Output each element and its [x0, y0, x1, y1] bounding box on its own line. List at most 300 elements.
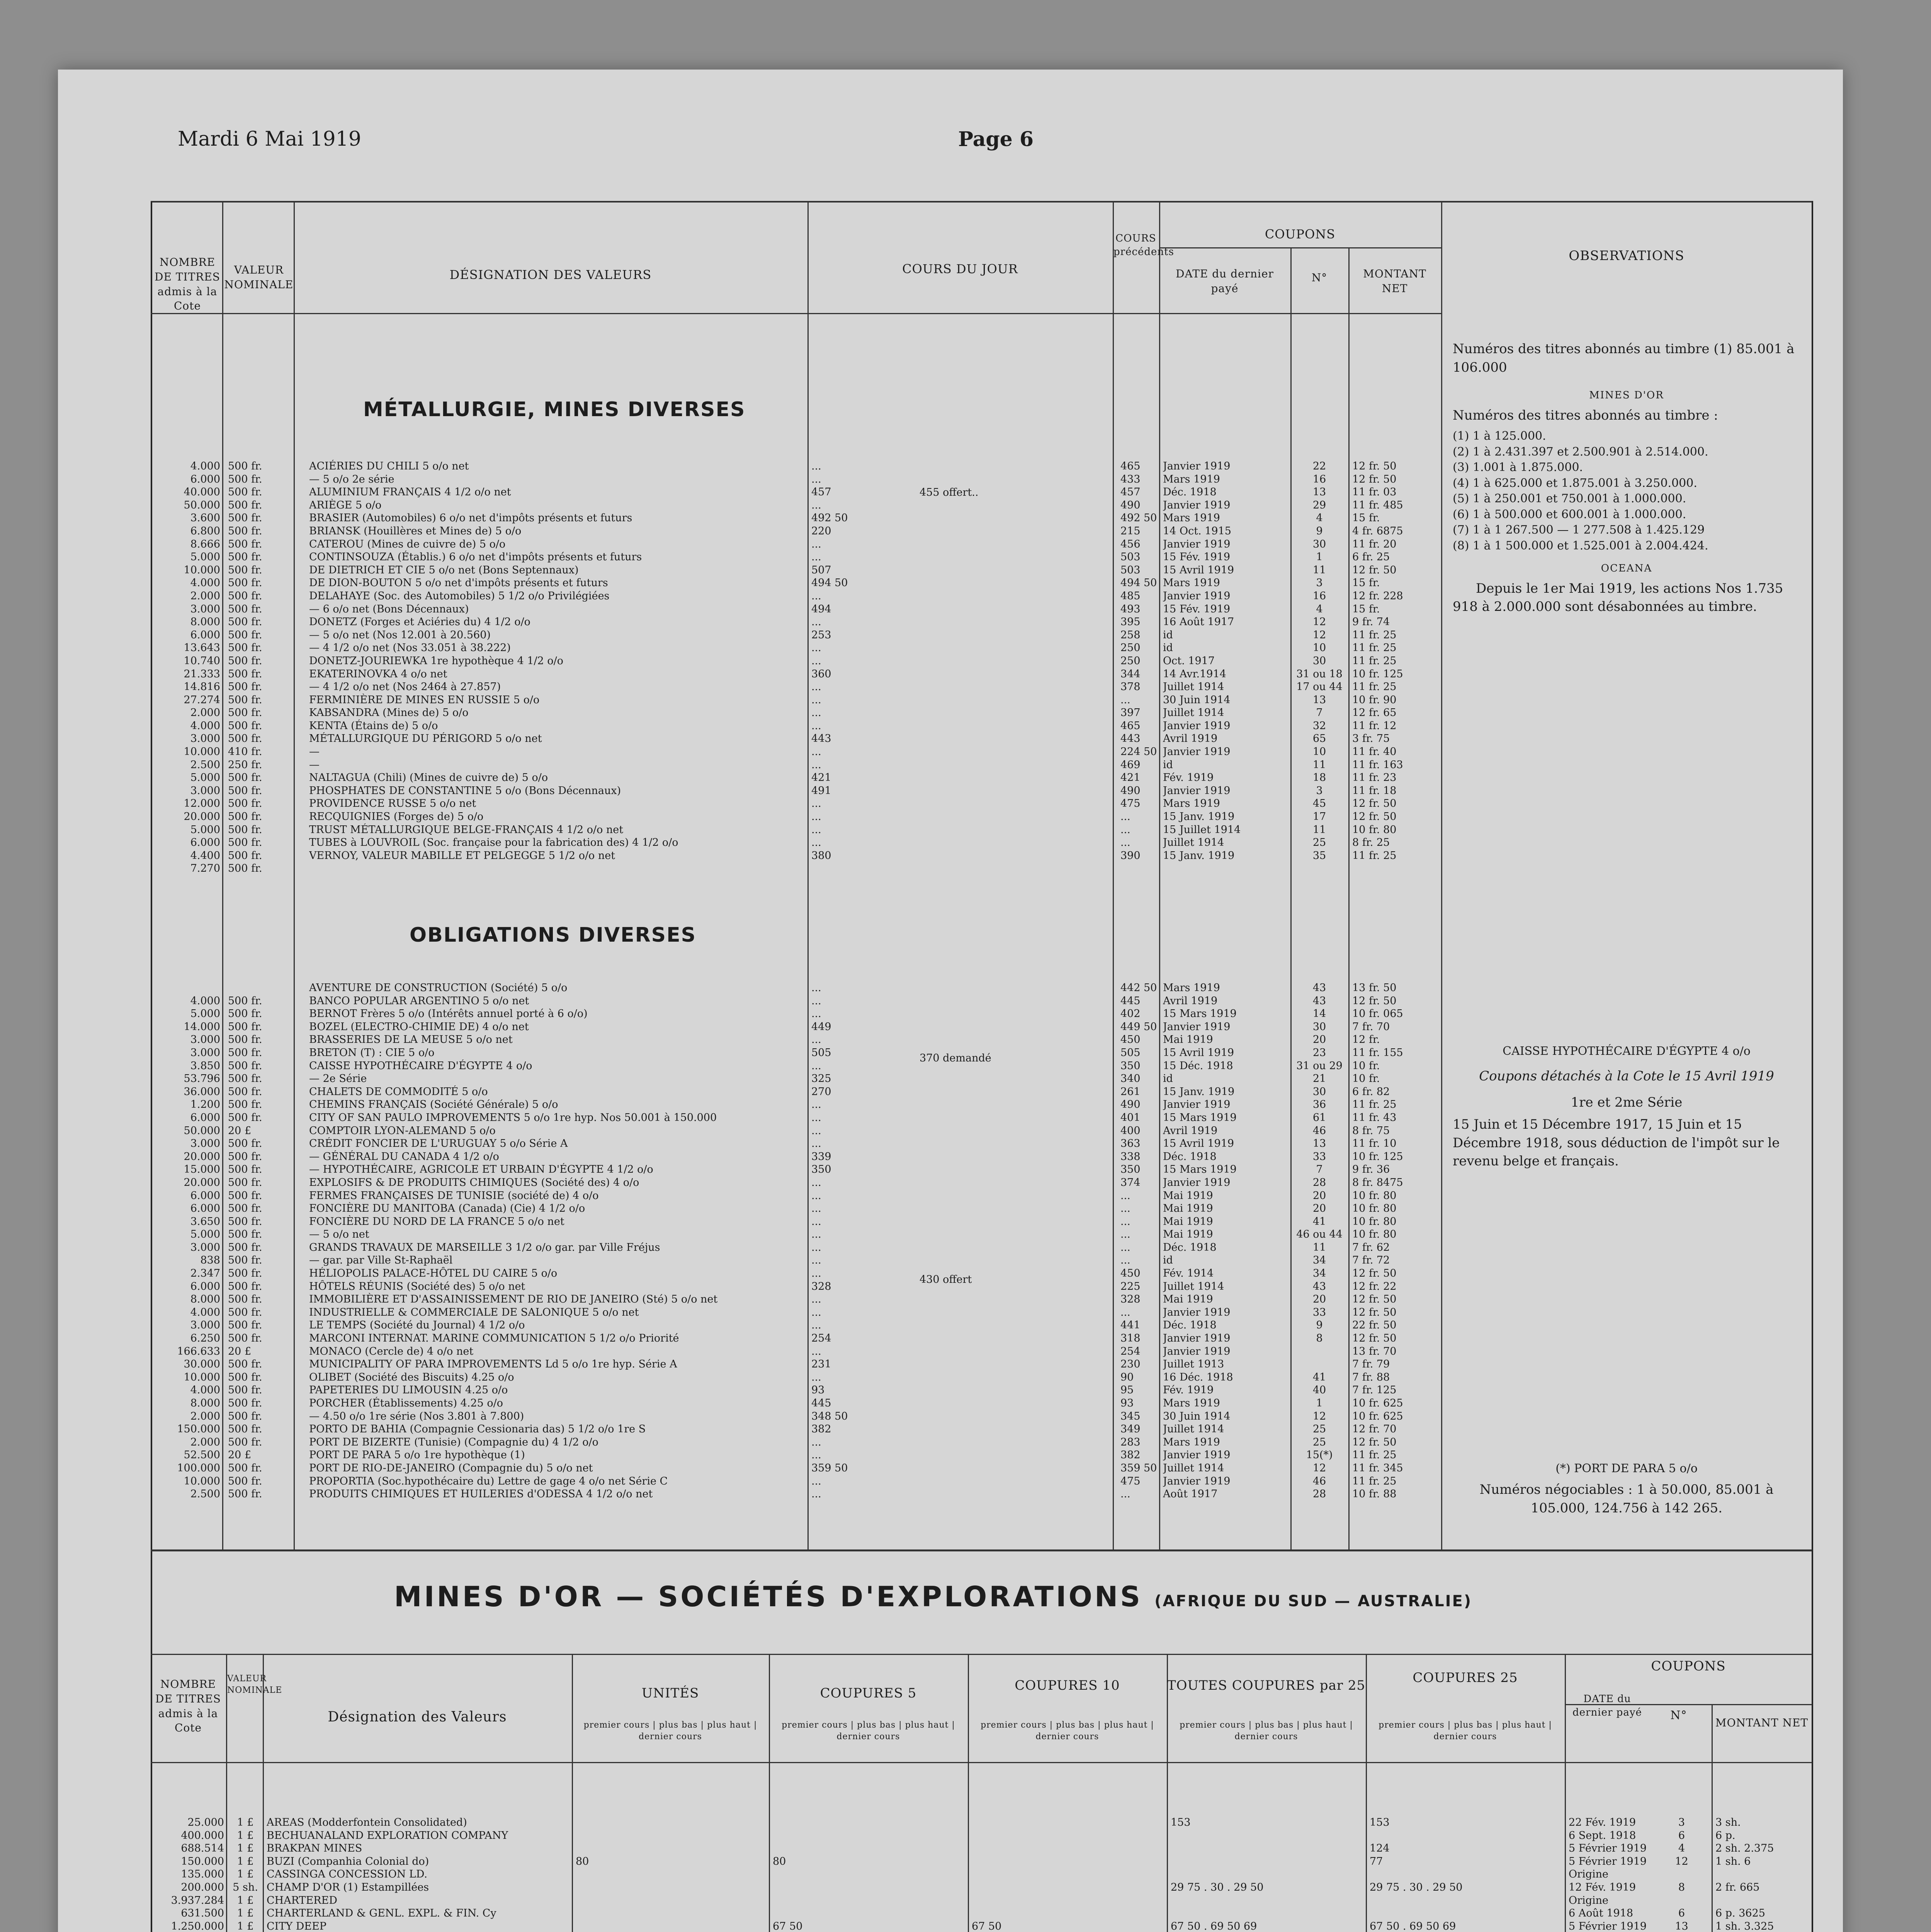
top_table.metallurgie_rows-cell: 500 fr.: [228, 772, 262, 784]
top_table.obligations_rows-cell: Déc. 1918: [1163, 1241, 1217, 1253]
top_table.metallurgie_rows-cell: 258: [1120, 629, 1141, 641]
top_table.obligations_rows-cell: 34: [1312, 1267, 1326, 1280]
top_table.obligations_rows-cell: Janvier 1919: [1163, 1449, 1231, 1461]
top_table.obligations_rows-cell: 11 fr. 155: [1352, 1046, 1403, 1059]
top_table.obligations_rows-cell: 359 50: [1120, 1462, 1157, 1474]
top_table.metallurgie_rows-cell: 465: [1120, 719, 1141, 732]
observations-caisse: [1453, 1043, 1800, 1175]
top_table.obligations_rows-cell: ...: [1120, 1254, 1130, 1267]
top_table.metallurgie_rows-cell: 11 fr. 163: [1352, 759, 1403, 771]
mines_table.rows-cell: [1171, 1855, 1364, 1868]
mines_table.rows-cell: 29 75 . 30 . 29 50: [1171, 1881, 1264, 1893]
top_table.obligations_rows-cell: PROPORTIA (Soc.hypothécaire du) Lettre de gage 4 o/o net Série C: [309, 1475, 668, 1487]
top_table.obligations_rows-cell: 339: [811, 1150, 831, 1163]
mines_table.rows-cell: 5 Février 1919: [1569, 1842, 1647, 1855]
mines_table.rows-cell: BECHUANALAND EXPLORATION COMPANY: [267, 1829, 508, 1842]
top_table.obligations_rows-cell: Fév. 1914: [1163, 1267, 1214, 1280]
top_table.metallurgie_rows-cell: 250 fr.: [228, 759, 262, 771]
top_table.obligations_rows-cell: 500 fr.: [228, 1202, 262, 1215]
top_table.obligations_rows-cell: ...: [811, 1138, 821, 1150]
top_table.metallurgie_rows-cell: 10: [1312, 746, 1326, 758]
obs-list-line: (5) 1 à 250.001 et 750.001 à 1.000.000.: [1453, 492, 1686, 506]
top_table.metallurgie_rows-cell: DE DIETRICH ET CIE 5 o/o net (Bons Septennaux): [309, 564, 579, 576]
top_table.obligations_rows-cell: 1.200: [190, 1099, 220, 1111]
mines_table.rows-cell: [773, 1842, 966, 1855]
th-designation: DÉSIGNATION DES VALEURS: [449, 267, 652, 282]
top_table.obligations_rows-cell: PRODUITS CHIMIQUES ET HUILERIES d'ODESSA 4 1/2 o/o net: [309, 1488, 653, 1500]
top_table.obligations_rows-cell: ...: [811, 1099, 821, 1111]
mines_table.rows-cell: [773, 1881, 966, 1894]
top_table.obligations_rows-cell: 28: [1312, 1488, 1326, 1500]
th-coupons: COUPONS: [1265, 227, 1336, 242]
top_table.obligations_rows-cell: COMPTOIR LYON-ALEMAND 5 o/o: [309, 1124, 496, 1137]
mines_table.rows-cell: 80: [576, 1855, 589, 1867]
top_table.obligations_rows-cell: 6.000: [190, 1111, 220, 1124]
obs-caisse-title: CAISSE HYPOTHÉCAIRE D'ÉGYPTE 4 o/o: [1503, 1044, 1751, 1058]
met-col-valeur: [228, 460, 290, 875]
top_table.metallurgie_rows-cell: 40.000: [184, 486, 220, 498]
top_table.metallurgie_rows-cell: 500 fr.: [228, 837, 262, 849]
top_table.obligations_rows-cell: 14: [1312, 1008, 1326, 1020]
mines_table.rows-cell: [576, 1920, 765, 1932]
top_table.metallurgie_rows-cell: 13: [1312, 486, 1326, 498]
top_table.metallurgie_rows-cell: 15 Juillet 1914: [1163, 823, 1241, 836]
obl-col-montant: [1352, 981, 1439, 1501]
top_table.metallurgie_rows-cell: 500 fr.: [228, 681, 262, 693]
top_table.metallurgie_rows-cell: 2.500: [190, 759, 220, 771]
mines_table.rows-cell: [972, 1855, 1165, 1868]
top_table.metallurgie_rows-cell: 45: [1312, 798, 1326, 810]
top_table.obligations_rows-cell: 11 fr. 25: [1352, 1099, 1397, 1111]
top_table.obligations_rows-cell: AVENTURE DE CONSTRUCTION (Société) 5 o/o: [309, 982, 568, 994]
mines-th-valeur: VALEUR NOMINALE: [227, 1674, 282, 1695]
top_table.obligations_rows-cell: 20: [1312, 1293, 1326, 1306]
top_table.obligations_rows-cell: 7 fr. 88: [1352, 1371, 1390, 1383]
top_table.obligations_rows-cell: 10 fr. 80: [1352, 1228, 1397, 1241]
top-table-top-rule: [151, 201, 1812, 202]
top_table.metallurgie_rows-cell: ...: [1120, 811, 1130, 823]
mines_table.rows-cell: [576, 1907, 765, 1920]
col-rule: [1348, 247, 1350, 1549]
top_table.metallurgie_rows-cell: 215: [1120, 525, 1141, 537]
top_table.metallurgie_rows-cell: 11 fr. 23: [1352, 772, 1397, 784]
top_table.metallurgie_rows-cell: 421: [811, 772, 831, 784]
top_table.metallurgie_rows-cell: Janvier 1919: [1163, 590, 1231, 602]
top_table.metallurgie_rows-cell: 10 fr. 125: [1352, 668, 1403, 680]
mines_table.rows-cell: 1 £: [237, 1920, 254, 1932]
top_table.obligations_rows-cell: 500 fr.: [228, 1384, 262, 1396]
top_table.obligations_rows-cell: HÔTELS RÉUNIS (Société des) 5 o/o net: [309, 1280, 525, 1293]
met-col-designation: [309, 460, 804, 875]
top_table.metallurgie_rows-cell: 11 fr. 12: [1352, 719, 1397, 732]
top_table.metallurgie_rows-cell: 12 fr. 50: [1352, 811, 1397, 823]
top_table.obligations_rows-cell: Janvier 1919: [1163, 1176, 1231, 1189]
top_table.obligations_rows-cell: 25: [1312, 1436, 1326, 1448]
top_table.metallurgie_rows-cell: 500 fr.: [228, 798, 262, 810]
top_table.obligations_rows-cell: Mai 1919: [1163, 1215, 1213, 1228]
top_table.obligations_rows-cell: 12 fr. 50: [1352, 1293, 1397, 1306]
met-col-montant: [1352, 460, 1439, 875]
top_table.metallurgie_rows-cell: 4: [1316, 603, 1323, 615]
met-col-date: [1163, 460, 1290, 875]
top_table.obligations_rows-cell: 348 50: [811, 1410, 848, 1422]
obs-list-line: (1) 1 à 125.000.: [1453, 429, 1546, 443]
top_table.metallurgie_rows-cell: 9 fr. 74: [1352, 616, 1390, 628]
top_table.obligations_rows-cell: Fév. 1919: [1163, 1384, 1214, 1396]
top_table.obligations_rows-cell: 28: [1312, 1176, 1326, 1189]
top_table.obligations_rows-cell: 500 fr.: [228, 1319, 262, 1332]
top_table.metallurgie_rows-cell: DONETZ-JOURIEWKA 1re hypothèque 4 1/2 o/o: [309, 655, 564, 667]
top_table.obligations_rows-cell: 1: [1316, 1397, 1323, 1409]
top_table.metallurgie_rows-cell: BRASIER (Automobiles) 6 o/o net d'impôts présents et futurs: [309, 512, 632, 524]
top_table.obligations_rows-cell: Déc. 1918: [1163, 1150, 1217, 1163]
th-observations: OBSERVATIONS: [1569, 248, 1685, 264]
top_table.obligations_rows-cell: 3.000: [190, 1241, 220, 1253]
top_table.obligations_rows-cell: 500 fr.: [228, 1254, 262, 1267]
obs-list-line: (8) 1 à 1 500.000 et 1.525.001 à 2.004.424.: [1453, 539, 1708, 553]
top_table.metallurgie_rows-cell: Mars 1919: [1163, 577, 1220, 589]
top_table.obligations_rows-cell: 500 fr.: [228, 1462, 262, 1474]
top_table.metallurgie_rows-cell: Avril 1919: [1163, 733, 1218, 745]
top_table.obligations_rows-cell: ...: [811, 1228, 821, 1241]
top_table.metallurgie_rows-cell: 491: [811, 784, 831, 797]
top_table.obligations_rows-cell: ...: [811, 1060, 821, 1072]
top_table.obligations_rows-cell: Janvier 1919: [1163, 1306, 1231, 1318]
top_table.metallurgie_rows-cell: 11 fr. 03: [1352, 486, 1397, 498]
top_table.obligations_rows-cell: ...: [811, 1488, 821, 1500]
top_table.obligations_rows-cell: ...: [811, 1111, 821, 1124]
top_table.obligations_rows-cell: 93: [1120, 1397, 1134, 1409]
mines-header-rule: [151, 1762, 1812, 1763]
top_table.obligations_rows-cell: 363: [1120, 1138, 1141, 1150]
top_table.metallurgie_rows-cell: 490: [1120, 499, 1141, 511]
top_table.metallurgie_rows-cell: [1163, 862, 1290, 875]
top_table.metallurgie_rows-cell: ALUMINIUM FRANÇAIS 4 1/2 o/o net: [309, 486, 511, 498]
top_table.metallurgie_rows-cell: 503: [1120, 564, 1141, 576]
col-rule: [807, 201, 809, 1549]
top_table.metallurgie_rows-cell: Juillet 1914: [1163, 837, 1224, 849]
top_table.obligations_rows-cell: 283: [1120, 1436, 1141, 1448]
top_table.obligations_rows-cell: 20: [1312, 1034, 1326, 1046]
mines-th-c25: COUPURES 25: [1413, 1670, 1518, 1685]
top_table.obligations_rows-cell: 231: [811, 1358, 831, 1371]
mines_table.rows-cell: 688.514: [181, 1842, 224, 1855]
top_table.metallurgie_rows-cell: 494 50: [811, 577, 848, 589]
top_table.metallurgie_rows-cell: 500 fr.: [228, 694, 262, 706]
mines_table.rows-cell: 6 p. 3625: [1715, 1907, 1765, 1920]
mines_table.rows-cell: 5 Février 1919: [1569, 1855, 1647, 1867]
mines_table.rows-cell: 1 sh. 3.325: [1715, 1920, 1774, 1932]
top_table.obligations_rows-cell: 34: [1312, 1254, 1326, 1267]
top_table.metallurgie_rows-cell: 503: [1120, 551, 1141, 563]
mines_table.rows-cell: [576, 1829, 765, 1842]
th-date: DATE du dernier payé: [1176, 267, 1274, 295]
top_table.obligations_rows-cell: 2.000: [190, 1436, 220, 1448]
top-table-bottom-rule: [151, 1549, 1812, 1551]
col-rule: [222, 201, 223, 1549]
top_table.metallurgie_rows-cell: 25: [1312, 837, 1326, 849]
top_table.obligations_rows-cell: 838: [200, 1254, 220, 1267]
top_table.metallurgie_rows-cell: Mars 1919: [1163, 798, 1220, 810]
top_table.metallurgie_rows-cell: ...: [1120, 823, 1130, 836]
th-valeur: VALEUR NOMINALE: [224, 264, 294, 291]
top_table.obligations_rows-cell: 445: [1120, 995, 1141, 1007]
top_table.metallurgie_rows-cell: Juillet 1914: [1163, 707, 1224, 719]
obl-col-designation: [309, 981, 804, 1501]
top_table.metallurgie_rows-cell: 10.740: [184, 655, 220, 667]
top_table.metallurgie_rows-cell: 500 fr.: [228, 564, 262, 576]
top_table.metallurgie_rows-cell: 397: [1120, 707, 1141, 719]
top_table.obligations_rows-cell: 6.000: [190, 1280, 220, 1293]
met-col-nombre: [155, 460, 220, 875]
top_table.obligations_rows-cell: 10 fr. 80: [1352, 1189, 1397, 1202]
top_table.metallurgie_rows-cell: 27.274: [184, 694, 220, 706]
top_table.metallurgie_rows-cell: 14 Oct. 1915: [1163, 525, 1231, 537]
top_table.metallurgie_rows-cell: 4.000: [190, 460, 220, 472]
top_table.metallurgie_rows-cell: 4.400: [190, 849, 220, 862]
obs-port-para-title: (*) PORT DE PARA 5 o/o: [1555, 1462, 1698, 1475]
top_table.obligations_rows-cell: 13 fr. 70: [1352, 1345, 1397, 1357]
top_table.metallurgie_rows-cell: — 4 1/2 o/o net (Nos 2464 à 27.857): [309, 681, 501, 693]
mines_table.rows-cell: [1171, 1907, 1364, 1920]
top_table.obligations_rows-cell: 8: [1316, 1332, 1323, 1345]
top_table.obligations_rows-cell: 374: [1120, 1176, 1141, 1189]
top_table.metallurgie_rows-cell: 35: [1312, 849, 1326, 862]
top_table.obligations_rows-cell: 4.000: [190, 1306, 220, 1318]
th-nombre: NOMBRE DE TITRES admis à la Cote: [155, 256, 220, 313]
top_table.obligations_rows-cell: 500 fr.: [228, 1475, 262, 1487]
top_table.metallurgie_rows-cell: 500 fr.: [228, 616, 262, 628]
col-rule: [1290, 247, 1292, 1549]
mines_table.rows-cell: [773, 1829, 966, 1842]
top_table.obligations_rows-cell: 500 fr.: [228, 1189, 262, 1202]
top_table.obligations_rows-cell: EXPLOSIFS & DE PRODUITS CHIMIQUES (Société des) 4 o/o: [309, 1176, 639, 1189]
top_table.metallurgie_rows-cell: 490: [1120, 784, 1141, 797]
mines_table.rows-cell: 12: [1675, 1855, 1688, 1867]
top_table.obligations_rows-cell: 500 fr.: [228, 1085, 262, 1098]
top_table.obligations_rows-cell: 30: [1312, 1085, 1326, 1098]
top_table.obligations_rows-cell: 445: [811, 1397, 831, 1409]
top_table.metallurgie_rows-cell: ...: [811, 473, 821, 485]
mines-th-montant: MONTANT NET: [1715, 1716, 1809, 1729]
top_table.obligations_rows-cell: 23: [1312, 1046, 1326, 1059]
mines_table.rows-cell: 29 75 . 30 . 29 50: [1370, 1881, 1463, 1893]
mines_table.rows-cell: CHARTERED: [267, 1894, 337, 1906]
mines-col-toutes: [1171, 1816, 1364, 1932]
top_table.obligations_rows-cell: 12 fr. 50: [1352, 1267, 1397, 1280]
top_table.obligations_rows-cell: — GÉNÉRAL DU CANADA 4 1/2 o/o: [309, 1150, 499, 1163]
top_table.obligations_rows-cell: 254: [1120, 1345, 1141, 1357]
top_table.obligations_rows-cell: Mai 1919: [1163, 1189, 1213, 1202]
obl-col-valeur: [228, 981, 290, 1501]
top_table.obligations_rows-cell: 7 fr. 79: [1352, 1358, 1390, 1371]
top_table.obligations_rows-cell: FONCIÈRE DU MANITOBA (Canada) (Cie) 4 1/2 o/o: [309, 1202, 585, 1215]
top_table.metallurgie_rows-cell: PHOSPHATES DE CONSTANTINE 5 o/o (Bons Décennaux): [309, 784, 621, 797]
top_table.obligations_rows-cell: BRASSERIES DE LA MEUSE 5 o/o net: [309, 1034, 513, 1046]
top_table.metallurgie_rows-cell: 500 fr.: [228, 629, 262, 641]
top_table.obligations_rows-cell: 500 fr.: [228, 1293, 262, 1306]
top_table.metallurgie_rows-cell: 390: [1120, 849, 1141, 862]
mines_table.rows-cell: CITY DEEP: [267, 1920, 326, 1932]
top_table.metallurgie_rows-cell: 494 50: [1120, 577, 1157, 589]
mines_table.rows-cell: 8: [1678, 1881, 1685, 1893]
mines-col-unites: [576, 1816, 765, 1932]
obl-col-no: [1292, 981, 1346, 1501]
top_table.metallurgie_rows-cell: Janvier 1919: [1163, 460, 1231, 472]
top_table.metallurgie_rows-cell: TRUST MÉTALLURGIQUE BELGE-FRANÇAIS 4 1/2 o/o net: [309, 823, 624, 836]
section-title-obligations: OBLIGATIONS DIVERSES: [410, 923, 697, 947]
mines_table.rows-cell: 1 sh. 6: [1715, 1855, 1751, 1867]
mines_table.rows-cell: 153: [1171, 1816, 1191, 1828]
top_table.obligations_rows-cell: 15 Avril 1919: [1163, 1138, 1234, 1150]
top_table.obligations_rows-cell: ...: [1120, 1241, 1130, 1253]
top_table.obligations_rows-cell: 33: [1312, 1306, 1326, 1318]
observations-panel: [1453, 340, 1800, 620]
obs-caisse-series: 1re et 2me Série: [1571, 1094, 1683, 1110]
top_table.obligations_rows-cell: 6.000: [190, 1202, 220, 1215]
top_table.obligations_rows-cell: 10.000: [184, 1371, 220, 1383]
top_table.metallurgie_rows-cell: 4: [1316, 512, 1323, 524]
top_table.obligations_rows-cell: ...: [811, 1319, 821, 1332]
top_table.metallurgie_rows-cell: Fév. 1919: [1163, 772, 1214, 784]
top_table.metallurgie_rows-cell: 9: [1316, 525, 1323, 537]
top_table.obligations_rows-cell: 500 fr.: [228, 1176, 262, 1189]
top_table.obligations_rows-cell: 7 fr. 62: [1352, 1241, 1390, 1253]
top_table.obligations_rows-cell: 500 fr.: [228, 1099, 262, 1111]
top_table.metallurgie_rows-cell: 6 fr. 25: [1352, 551, 1390, 563]
top_table.metallurgie_rows-cell: MÉTALLURGIQUE DU PÉRIGORD 5 o/o net: [309, 733, 542, 745]
mines-th-c5: COUPURES 5: [820, 1685, 917, 1701]
top_table.obligations_rows-cell: ...: [1120, 1189, 1130, 1202]
top_table.obligations_rows-cell: 3.000: [190, 1319, 220, 1332]
top_table.obligations_rows-cell: 13 fr. 50: [1352, 982, 1397, 994]
top_table.obligations_rows-cell: MARCONI INTERNAT. MARINE COMMUNICATION 5 1/2 o/o Priorité: [309, 1332, 679, 1345]
top_table.metallurgie_rows-cell: 421: [1120, 772, 1141, 784]
top_table.metallurgie_rows-cell: 30: [1312, 655, 1326, 667]
top_table.obligations_rows-cell: FONCIÈRE DU NORD DE LA FRANCE 5 o/o net: [309, 1215, 564, 1228]
mines_table.rows-cell: [1171, 1842, 1364, 1855]
top_table.obligations_rows-cell: ...: [811, 982, 821, 994]
top_table.metallurgie_rows-cell: 3 fr. 75: [1352, 733, 1390, 745]
top_table.obligations_rows-cell: 500 fr.: [228, 1008, 262, 1020]
top_table.obligations_rows-cell: 7 fr. 72: [1352, 1254, 1390, 1267]
mines_table.rows-cell: 5 sh.: [233, 1881, 258, 1893]
top_table.metallurgie_rows-cell: 5.000: [190, 823, 220, 836]
top_table.metallurgie_rows-cell: 12.000: [184, 798, 220, 810]
top_table.obligations_rows-cell: Janvier 1919: [1163, 1475, 1231, 1487]
top_table.metallurgie_rows-cell: DELAHAYE (Soc. des Automobiles) 5 1/2 o/o Privilégiées: [309, 590, 610, 602]
top_table.obligations_rows-cell: HÉLIOPOLIS PALACE-HÔTEL DU CAIRE 5 o/o: [309, 1267, 558, 1280]
mines-subtitle: (AFRIQUE DU SUD — AUSTRALIE): [1154, 1592, 1472, 1610]
top_table.obligations_rows-cell: 338: [1120, 1150, 1141, 1163]
mines_table.rows-cell: [1370, 1907, 1563, 1920]
top_table.obligations_rows-cell: ...: [1120, 1228, 1130, 1241]
top_table.metallurgie_rows-cell: 7: [1316, 707, 1323, 719]
mines_table.rows-cell: [1654, 1868, 1710, 1881]
top_table.metallurgie_rows-cell: 5.000: [190, 772, 220, 784]
top_table.metallurgie_rows-cell: 17 ou 44: [1296, 681, 1343, 693]
top_table.obligations_rows-cell: 450: [1120, 1034, 1141, 1046]
top_table.obligations_rows-cell: 15 Mars 1919: [1163, 1163, 1237, 1176]
top_table.metallurgie_rows-cell: 7.270: [190, 862, 220, 875]
top_table.obligations_rows-cell: 11 fr. 25: [1352, 1449, 1397, 1461]
top_table.metallurgie_rows-cell: 494: [811, 603, 831, 615]
top_table.obligations_rows-cell: 10 fr. 625: [1352, 1410, 1403, 1422]
top_table.obligations_rows-cell: 41: [1312, 1371, 1326, 1383]
top_table.metallurgie_rows-cell: VERNOY, VALEUR MABILLE ET PELGEGGE 5 1/2 o/o net: [309, 849, 615, 862]
obl-col-date: [1163, 981, 1290, 1501]
top_table.metallurgie_rows-cell: 8 fr. 25: [1352, 837, 1390, 849]
top_table.metallurgie_rows-cell: ...: [811, 590, 821, 602]
top_table.obligations_rows-cell: 61: [1312, 1111, 1326, 1124]
top_table.metallurgie_rows-cell: TUBES à LOUVROIL (Soc. française pour la fabrication des) 4 1/2 o/o: [309, 837, 678, 849]
top_table.obligations_rows-cell: 15 Mars 1919: [1163, 1111, 1237, 1124]
obs-oceana-title: OCEANA: [1601, 563, 1652, 575]
top_table.obligations_rows-cell: id: [1163, 1254, 1173, 1267]
top_table.obligations_rows-cell: Janvier 1919: [1163, 1332, 1231, 1345]
top_table.metallurgie_rows-cell: 456: [1120, 538, 1141, 550]
top_table.metallurgie_rows-cell: 500 fr.: [228, 538, 262, 550]
top_table.obligations_rows-cell: Juillet 1914: [1163, 1462, 1224, 1474]
top_table.obligations_rows-cell: [228, 981, 290, 995]
top_table.metallurgie_rows-cell: 360: [811, 668, 831, 680]
top_table.obligations_rows-cell: 11 fr. 43: [1352, 1111, 1397, 1124]
top_table.obligations_rows-cell: 15.000: [184, 1163, 220, 1176]
top_table.metallurgie_rows-cell: 17: [1312, 811, 1326, 823]
top_table.obligations_rows-cell: Juillet 1914: [1163, 1280, 1224, 1293]
top_table.obligations_rows-cell: 382: [1120, 1449, 1141, 1461]
top_table.obligations_rows-cell: — 2e Série: [309, 1073, 367, 1085]
top_table.metallurgie_rows-cell: ...: [811, 719, 821, 732]
top_table.obligations_rows-cell: 11 fr. 345: [1352, 1462, 1403, 1474]
top_table.metallurgie_rows-cell: 10 fr. 90: [1352, 694, 1397, 706]
top_table.obligations_rows-cell: 500 fr.: [228, 1371, 262, 1383]
top_table.obligations_rows-cell: OLIBET (Société des Biscuits) 4.25 o/o: [309, 1371, 514, 1383]
top_table.obligations_rows-cell: ...: [1120, 1488, 1130, 1500]
top_table.obligations_rows-cell: 230: [1120, 1358, 1141, 1371]
top_table.metallurgie_rows-cell: 457: [1120, 486, 1141, 498]
mines-th-sub: premier cours | plus bas | plus haut | dernier cours: [1180, 1720, 1353, 1742]
top_table.metallurgie_rows-cell: — 5 o/o 2e série: [309, 473, 394, 485]
top_table.obligations_rows-cell: 20.000: [184, 1150, 220, 1163]
top_table.metallurgie_rows-cell: 443: [811, 733, 831, 745]
top_table.metallurgie_rows-cell: 15 fr.: [1352, 512, 1380, 524]
mines_table.rows-cell: BUZI (Companhia Colonial do): [267, 1855, 429, 1867]
top_table.metallurgie_rows-cell: 493: [1120, 603, 1141, 615]
top_table.obligations_rows-cell: 10 fr. 625: [1352, 1397, 1403, 1409]
top_table.obligations_rows-cell: 500 fr.: [228, 1163, 262, 1176]
th-cours-prec: COURS précédents: [1113, 233, 1174, 258]
top_table.obligations_rows-cell: 500 fr.: [228, 1060, 262, 1072]
top_table.obligations_rows-cell: 402: [1120, 1008, 1141, 1020]
top_table.metallurgie_rows-cell: [811, 862, 889, 875]
mines-col-rule: [1565, 1654, 1566, 1932]
mines_table.rows-cell: 25.000: [187, 1816, 224, 1828]
top_table.obligations_rows-cell: 500 fr.: [228, 1267, 262, 1280]
top_table.metallurgie_rows-cell: ...: [811, 798, 821, 810]
mines_table.rows-cell: [576, 1894, 765, 1907]
mines_table.rows-cell: BRAKPAN MINES: [267, 1842, 362, 1855]
top_table.metallurgie_rows-cell: ...: [811, 499, 821, 511]
top_table.metallurgie_rows-cell: 500 fr.: [228, 486, 262, 498]
top_table.metallurgie_rows-cell: CATEROU (Mines de cuivre de) 5 o/o: [309, 538, 506, 550]
top_table.metallurgie_rows-cell: 224 50: [1120, 746, 1157, 758]
top_table.metallurgie_rows-cell: 12 fr. 50: [1352, 798, 1397, 810]
top_table.obligations_rows-cell: 401: [1120, 1111, 1141, 1124]
top_table.obligations_rows-cell: ...: [811, 1189, 821, 1202]
top_table.metallurgie_rows-cell: 457: [811, 486, 831, 498]
top_table.obligations_rows-cell: 15(*): [1306, 1449, 1333, 1461]
